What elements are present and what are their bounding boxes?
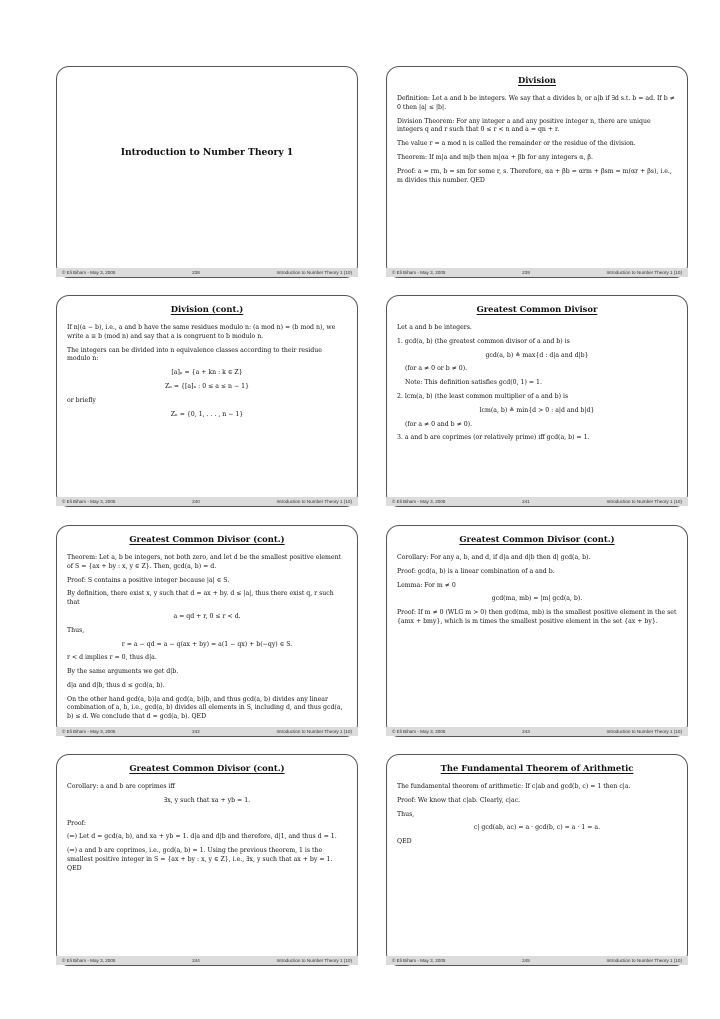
gcd-note: Note: This definition satisfies gcd(0, 1) = 1.	[405, 379, 542, 387]
slide-title: Greatest Common Divisor (cont.)	[129, 763, 285, 773]
footer-author: © Eli Biham - May 3, 2005	[392, 958, 446, 963]
intro-text: Let a and b be integers.	[397, 323, 472, 331]
equation: Zₙ = {[a]ₙ : 0 ≤ a ≤ n − 1}	[164, 382, 250, 390]
footer-course: Introduction to Number Theory 1 (10)	[606, 270, 682, 275]
footer-course: Introduction to Number Theory 1 (10)	[606, 729, 682, 734]
slide-footer	[386, 497, 688, 506]
slide-title: Greatest Common Divisor	[476, 304, 598, 314]
proof-text: On the other hand gcd(a, b)|a and gcd(a, b)|b, and thus gcd(a, b) divides any linear combination of a, b, i.e., gcd(a, b) divides all elements in S, including d, and thus gcd(a, b) ≤ d. We conclude that d = gcd(a, b). QED	[67, 695, 343, 721]
slide-243	[386, 525, 688, 737]
equation: a = qd + r, 0 ≤ r < d.	[173, 612, 241, 620]
footer-page: 241	[522, 499, 530, 504]
footer-author: © Eli Biham - May 3, 2005	[62, 958, 116, 963]
footer-course: Introduction to Number Theory 1 (10)	[276, 729, 352, 734]
slide-footer	[386, 268, 688, 277]
corollary-text: Corollary: For any a, b, and d, if d|a and d|b then d| gcd(a, b).	[397, 553, 591, 561]
footer-course: Introduction to Number Theory 1 (10)	[606, 499, 682, 504]
proof-text: Proof: S contains a positive integer because |a| ∈ S.	[67, 576, 230, 584]
slide-title: Greatest Common Divisor (cont.)	[129, 534, 285, 544]
equation: gcd(ma, mb) = |m| gcd(a, b).	[491, 595, 583, 603]
gcd-condition: (for a ≠ 0 or b ≠ 0).	[405, 365, 468, 373]
footer-page: 239	[522, 270, 530, 275]
slide-title: Division (cont.)	[170, 304, 244, 314]
division-theorem-text: Division Theorem: For any integer a and any positive integer n, there are unique integers q and r such that 0 ≤ r < n and a = qn + r.	[397, 117, 651, 134]
equation: c| gcd(ab, ac) = a · gcd(b, c) = a · 1 = a.	[473, 824, 601, 832]
slide-239	[386, 66, 688, 278]
slide-244	[56, 754, 358, 966]
footer-author: © Eli Biham - May 3, 2005	[392, 499, 446, 504]
slide-title: The Fundamental Theorem of Arithmetic	[440, 763, 634, 773]
slide-footer	[56, 956, 358, 965]
footer-page: 245	[522, 958, 530, 963]
slide-footer	[386, 727, 688, 736]
proof-text: Proof: gcd(a, b) is a linear combination of a and b.	[397, 567, 555, 575]
footer-author: © Eli Biham - May 3, 2005	[392, 729, 446, 734]
equation: gcd(a, b) ≜ max{d : d|a and d|b}	[485, 351, 589, 359]
proof-text: Proof: We know that c|ab. Clearly, c|ac.	[397, 796, 521, 804]
proof-text: (⇒) a and b are coprimes, i.e., gcd(a, b) = 1. Using the previous theorem, 1 is the smallest positive integer in S = {ax + by : x, y ∈ Z}, i.e., ∃x, y such that ax + by = 1. QED	[67, 847, 333, 872]
lcm-condition: (for a ≠ 0 and b ≠ 0).	[405, 420, 473, 428]
theorem-text: Theorem: Let a, b be integers, not both zero, and let d be the smallest positive element of S = {ax + by : x, y ∈ Z}. Then, gcd(a, b) = d.	[67, 553, 342, 570]
congruence-text: If n|(a − b), i.e., a and b have the same residues modulo n: (a mod n) = (b mod n), we write a ≡ b (mod n) and say that a is congruent to b modulo n.	[67, 323, 336, 340]
slide-240	[56, 295, 358, 507]
briefly-text: or briefly	[67, 396, 96, 404]
equivalence-text: The integers can be divided into n equivalence classes according to their residue modulo n:	[67, 346, 322, 363]
proof-text: (⇐) Let d = gcd(a, b), and xa + yb = 1. d|a and d|b and therefore, d|1, and thus d = 1.	[67, 833, 337, 841]
lemma-text: Lemma: For m ≠ 0	[397, 581, 456, 589]
slide-title: Greatest Common Divisor (cont.)	[459, 534, 615, 544]
slide-footer	[386, 956, 688, 965]
equation: Zₙ = {0, 1, . . . , n − 1}	[170, 410, 244, 418]
proof-text: Proof: If m ≠ 0 (WLG m > 0) then gcd(ma, mb) is the smallest positive element in the set {amx + bmy}, which is m times the smallest positive element in the set {ax + by}.	[397, 609, 677, 625]
footer-author: © Eli Biham - May 3, 2005	[62, 729, 116, 734]
footer-course: Introduction to Number Theory 1 (10)	[276, 499, 352, 504]
lcm-item: 2. lcm(a, b) (the least common multiplier of a and b) is	[397, 392, 569, 400]
slide-footer	[56, 727, 358, 736]
footer-page: 243	[522, 729, 530, 734]
slide-242	[56, 525, 358, 737]
footer-page: 238	[192, 270, 200, 275]
footer-course: Introduction to Number Theory 1 (10)	[606, 958, 682, 963]
proof-text: Proof: a = rm, b = sm for some r, s. Therefore, αa + βb = αrm + βsm = m(αr + βs), i.e., m divides this number. QED	[397, 167, 672, 184]
proof-text: d|a and d|b, thus d ≤ gcd(a, b).	[67, 681, 165, 689]
theorem-text: Theorem: If m|a and m|b then m|αa + βb for any integers α, β.	[397, 153, 593, 161]
slide-footer	[56, 268, 358, 277]
footer-course: Introduction to Number Theory 1 (10)	[276, 270, 352, 275]
coprimes-item: 3. a and b are coprimes (or relatively prime) iff gcd(a, b) = 1.	[397, 434, 590, 442]
equation: [a]ₙ = {a + kn : k ∈ Z}	[171, 369, 243, 377]
slide-238	[56, 66, 358, 278]
gcd-item: 1. gcd(a, b) (the greatest common divisor of a and b) is	[397, 337, 570, 345]
equation: r = a − qd = a − q(ax + by) = a(1 − qx) + b(−qy) ∈ S.	[121, 640, 293, 648]
slide-title: Introduction to Number Theory 1	[120, 147, 294, 158]
footer-page: 240	[192, 499, 200, 504]
footer-page: 242	[192, 729, 200, 734]
theorem-text: The fundamental theorem of arithmetic: If c|ab and gcd(b, c) = 1 then c|a.	[397, 782, 631, 790]
proof-heading: Proof:	[67, 819, 86, 827]
proof-text: Thus,	[397, 810, 415, 818]
remainder-text: The value r = a mod n is called the remainder or the residue of the division.	[397, 140, 636, 148]
footer-page: 244	[192, 958, 200, 963]
slide-title: Division	[517, 75, 557, 85]
proof-text: Thus,	[67, 626, 85, 634]
definition-text: Definition: Let a and b be integers. We say that a divides b, or a|b if ∃d s.t. b = ad. If b ≠ 0 then |a| ≤ |b|.	[397, 94, 675, 111]
footer-course: Introduction to Number Theory 1 (10)	[276, 958, 352, 963]
footer-author: © Eli Biham - May 3, 2005	[392, 270, 446, 275]
slide-245	[386, 754, 688, 966]
proof-text: r < d implies r = 0, thus d|a.	[67, 654, 157, 662]
equation: ∃x, y such that xa + yb = 1.	[163, 796, 251, 804]
proof-text: By definition, there exist x, y such that d = ax + by. d ≤ |a|, thus there exist q, r such that	[67, 590, 334, 607]
footer-author: © Eli Biham - May 3, 2005	[62, 499, 116, 504]
slide-footer	[56, 497, 358, 506]
footer-author: © Eli Biham - May 3, 2005	[62, 270, 116, 275]
equation: lcm(a, b) ≜ min{d > 0 : a|d and b|d}	[479, 406, 595, 414]
corollary-text: Corollary: a and b are coprimes iff	[67, 782, 175, 790]
qed-text: QED	[397, 838, 412, 846]
proof-text: By the same arguments we get d|b.	[67, 668, 179, 676]
slide-241	[386, 295, 688, 507]
